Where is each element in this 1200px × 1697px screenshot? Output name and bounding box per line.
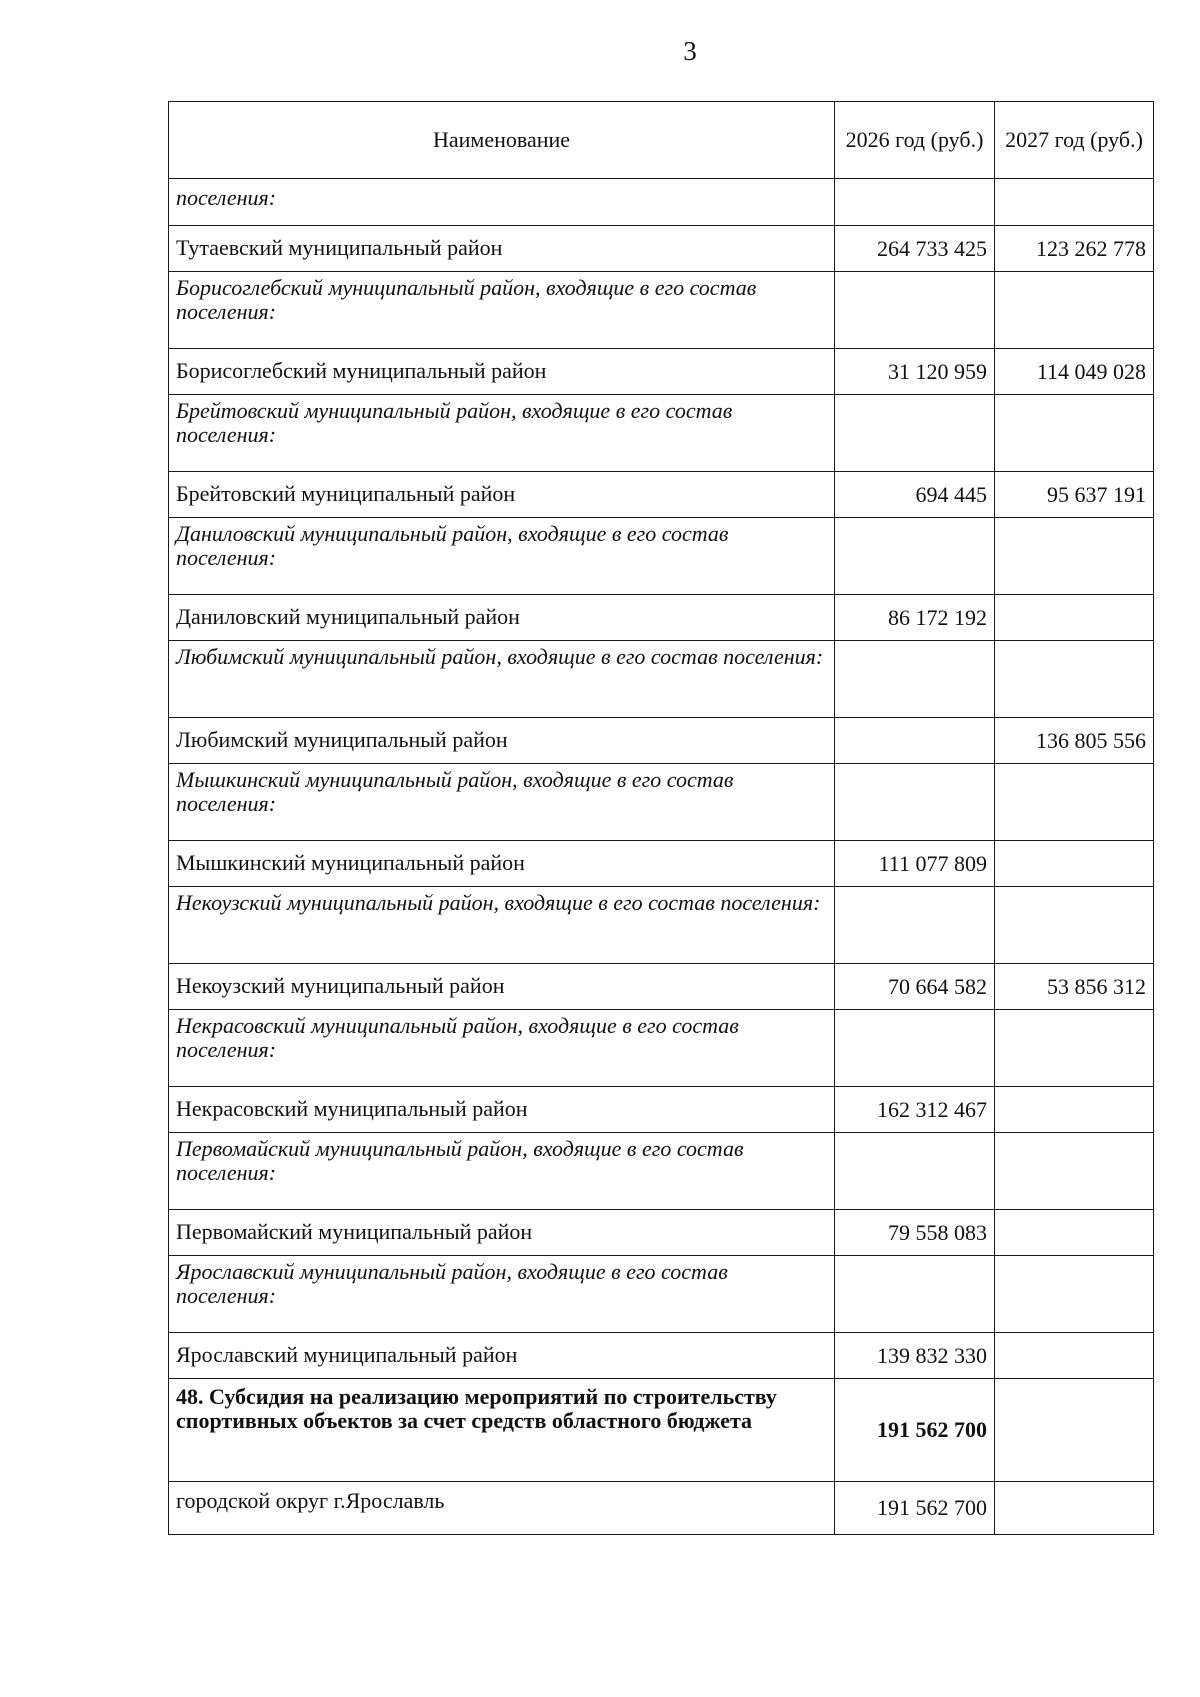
table-row [169,1333,1154,1379]
row-name: Некрасовский муниципальный район, входящие в его состав поселения: [169,1010,835,1087]
row-name: Некоузский муниципальный район [169,964,835,1010]
table-row [169,472,1154,518]
table-row [169,349,1154,395]
header-name: Наименование [169,102,835,179]
row-name: Ярославский муниципальный район, входящие в его состав поселения: [169,1256,835,1333]
table-row [169,1210,1154,1256]
row-2027 [995,641,1154,718]
row-2026 [835,272,995,349]
row-2027 [995,1379,1154,1482]
row-2027: 136 805 556 [995,718,1154,764]
row-name: Борисоглебский муниципальный район, входящие в его состав поселения: [169,272,835,349]
row-2027 [995,887,1154,964]
row-2026: 191 562 700 [835,1482,995,1535]
row-2027 [995,1333,1154,1379]
row-2026: 86 172 192 [835,595,995,641]
row-2026 [835,641,995,718]
row-name: Любимский муниципальный район, входящие в его состав поселения: [169,641,835,718]
row-name: Ярославский муниципальный район [169,1333,835,1379]
budget-table [168,101,1154,1535]
row-name: Любимский муниципальный район [169,718,835,764]
row-2027 [995,272,1154,349]
row-2027 [995,764,1154,841]
header-2027: 2027 год (руб.) [995,102,1154,179]
row-name: Брейтовский муниципальный район, входящие в его состав поселения: [169,395,835,472]
table-row [169,518,1154,595]
row-2026: 694 445 [835,472,995,518]
table-row [169,179,1154,226]
table-row [169,272,1154,349]
table-header-row [169,102,1154,179]
row-name: Некрасовский муниципальный район [169,1087,835,1133]
row-2026: 191 562 700 [835,1379,995,1482]
table-row [169,1482,1154,1535]
row-2026 [835,1010,995,1087]
row-2026: 139 832 330 [835,1333,995,1379]
table-row [169,764,1154,841]
table-row [169,595,1154,641]
table-row [169,226,1154,272]
row-2026: 31 120 959 [835,349,995,395]
row-2026 [835,887,995,964]
row-2027 [995,395,1154,472]
row-2027 [995,1010,1154,1087]
row-2027 [995,179,1154,226]
row-name: городской округ г.Ярославль [169,1482,835,1535]
table-row [169,395,1154,472]
row-name: Тутаевский муниципальный район [169,226,835,272]
row-2027 [995,1087,1154,1133]
row-2026 [835,1133,995,1210]
row-2027 [995,518,1154,595]
table-body [169,179,1154,1535]
row-name: Борисоглебский муниципальный район [169,349,835,395]
table-row [169,718,1154,764]
row-name: Мышкинский муниципальный район [169,841,835,887]
row-2027: 123 262 778 [995,226,1154,272]
row-name: Некоузский муниципальный район, входящие в его состав поселения: [169,887,835,964]
row-name: поселения: [169,179,835,226]
row-2026 [835,518,995,595]
header-2026: 2026 год (руб.) [835,102,995,179]
row-name: Даниловский муниципальный район [169,595,835,641]
table-row [169,1256,1154,1333]
row-2026: 70 664 582 [835,964,995,1010]
row-name: Даниловский муниципальный район, входящие в его состав поселения: [169,518,835,595]
row-name: 48. Субсидия на реализацию мероприятий по строительству спортивных объектов за счет средств областного бюджета [169,1379,835,1482]
row-2027 [995,1256,1154,1333]
row-2026: 264 733 425 [835,226,995,272]
row-2026 [835,764,995,841]
row-2027 [995,1482,1154,1535]
row-2026 [835,1256,995,1333]
table-row [169,1133,1154,1210]
table-row [169,887,1154,964]
table-row [169,841,1154,887]
row-name: Мышкинский муниципальный район, входящие в его состав поселения: [169,764,835,841]
row-2026 [835,395,995,472]
row-2026: 111 077 809 [835,841,995,887]
table-row [169,1010,1154,1087]
row-2026: 79 558 083 [835,1210,995,1256]
row-name: Первомайский муниципальный район [169,1210,835,1256]
table-row [169,1087,1154,1133]
row-2026 [835,718,995,764]
row-2027 [995,1133,1154,1210]
row-2027: 114 049 028 [995,349,1154,395]
page-number: 3 [683,36,697,66]
table-row [169,964,1154,1010]
row-2027 [995,595,1154,641]
table-row [169,641,1154,718]
row-name: Брейтовский муниципальный район [169,472,835,518]
row-2027: 95 637 191 [995,472,1154,518]
row-name: Первомайский муниципальный район, входящие в его состав поселения: [169,1133,835,1210]
row-2027 [995,841,1154,887]
row-2027: 53 856 312 [995,964,1154,1010]
row-2027 [995,1210,1154,1256]
row-2026 [835,179,995,226]
table-row [169,1379,1154,1482]
row-2026: 162 312 467 [835,1087,995,1133]
